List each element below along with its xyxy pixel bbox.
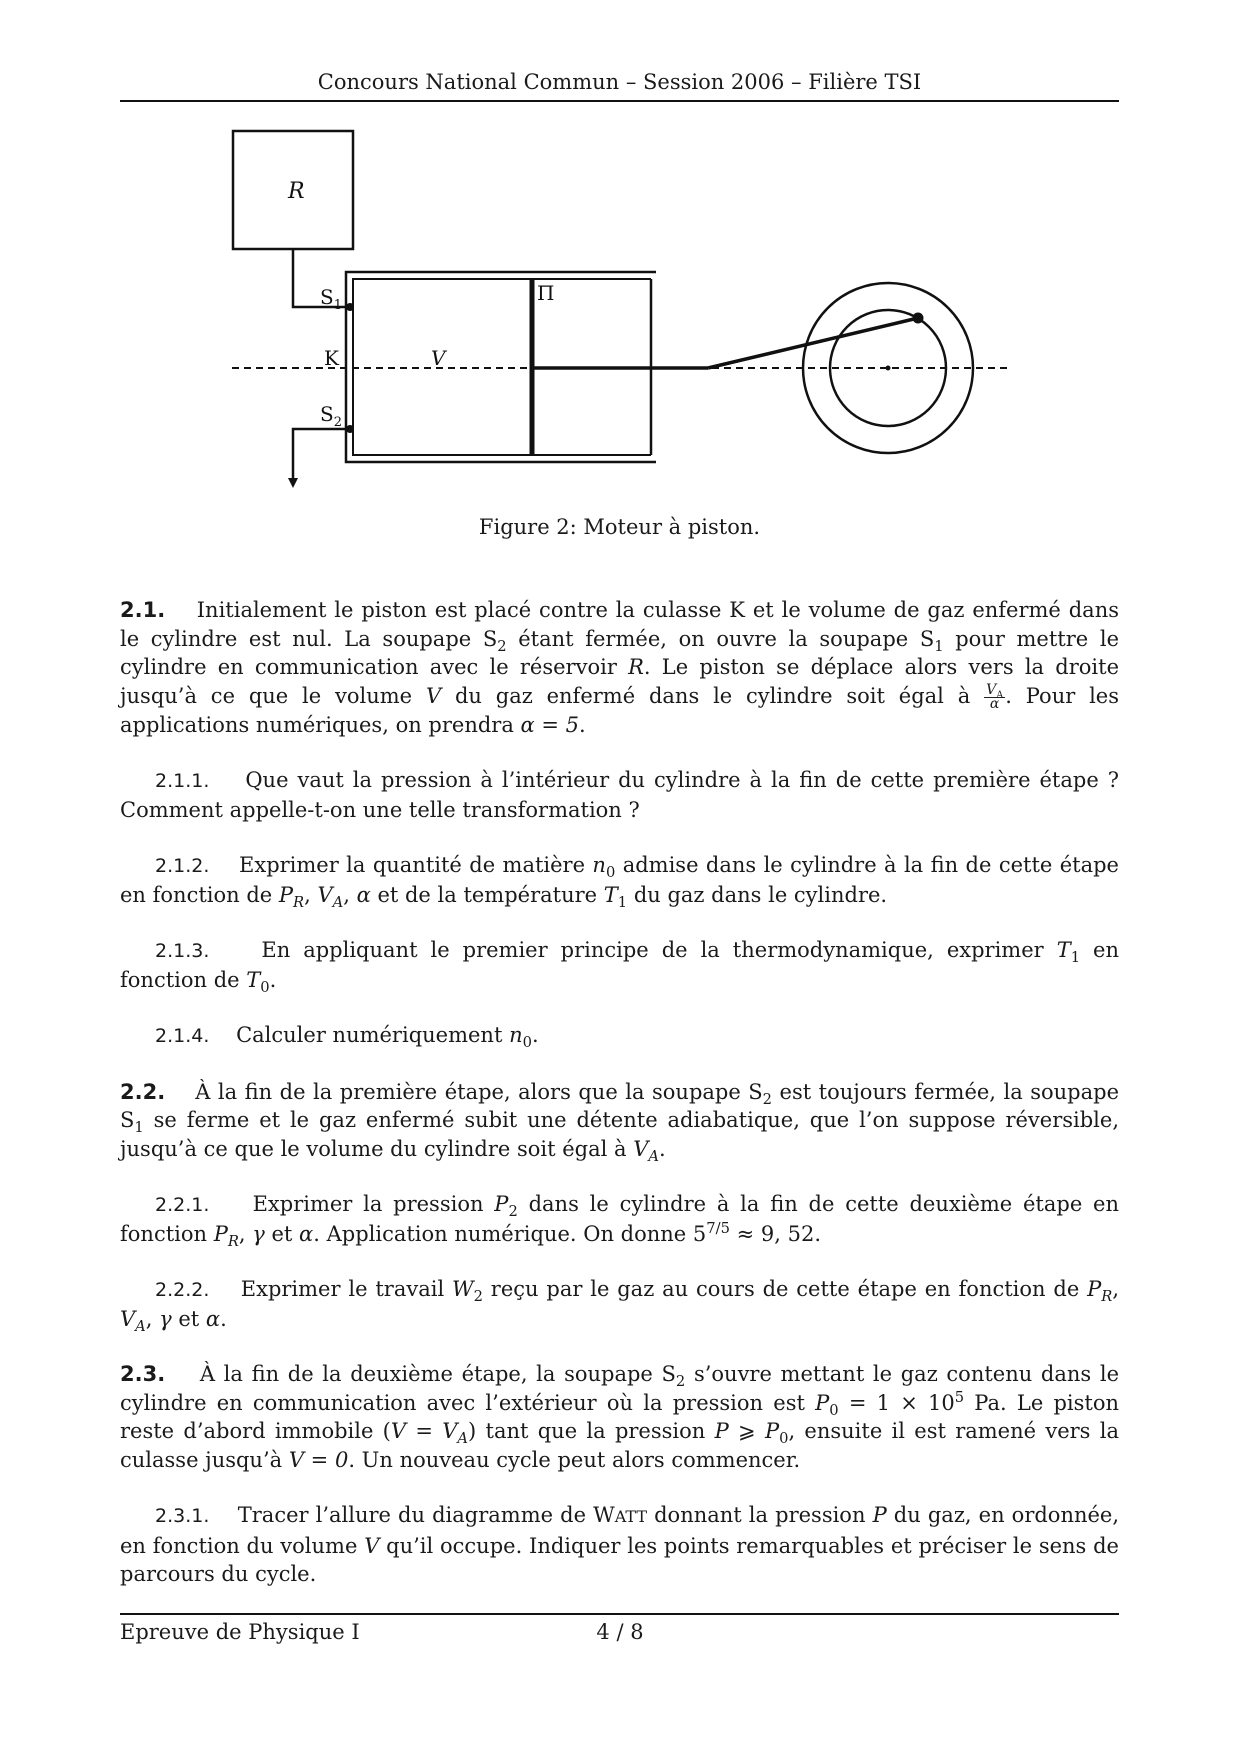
- outlet-pipe: [293, 429, 350, 480]
- section-number: 2.1.3.: [155, 940, 210, 962]
- reservoir-label: R: [288, 179, 305, 204]
- crank-pin: [913, 313, 924, 324]
- section-number: 2.1.2.: [155, 855, 210, 877]
- outlet-arrow-head: [288, 478, 298, 488]
- section-number: 2.1.4.: [155, 1025, 210, 1047]
- page-content: [120, 596, 1119, 1616]
- section-number: 2.3.: [120, 1362, 166, 1386]
- section-2-1: 2.1. Initialement le piston est placé contre la culasse K et le volume de gaz enfermé dans le cylindre est nul. La soupape $S_2$ étant fermée, on ouvre la soupape $S_1$ pour mettre le cylindre en communication avec le réservoir R. Le piston se déplace alors vers la droite jusqu’à ce que le volume V du gaz enfermé dans le cylindre soit égal à $\frac{V_A}{\alpha}$ . Pour les applications numériques, on prendra α = 5.: [120, 598, 1120, 737]
- section-2-1-2: 2.1.2. Exprimer la quantité de matière $n_0$ admise dans le cylindre à la fin de cette étape en fonction de $P_R$, $V_A$, α et de la température $T_1$ du gaz dans le cylindre.: [120, 853, 1119, 911]
- wheel-center: [886, 366, 891, 371]
- section-2-2: 2.2. À la fin de la première étape, alors que la soupape $S_2$ est toujours fermée, la soupape $S_1$ se ferme et le gaz enfermé subit une détente adiabatique, que l’on suppose réversible, jusqu’à ce que le volume du cylindre soit égal à $V_A$.: [120, 1079, 1119, 1165]
- section-number: 2.1.1.: [155, 770, 210, 792]
- valve-s1: [346, 303, 354, 311]
- footer-rule: [120, 1613, 1119, 1615]
- section-2-3-1: 2.3.1. Tracer l’allure du diagramme de WATT donnant la pression P du gaz, en ordonnée, en fonction du volume V qu’il occupe. Indiquer les points remarquables et préciser le sens de parcours du cycle.: [120, 1503, 1120, 1586]
- label-k: K: [324, 346, 339, 370]
- section-number: 2.1.: [120, 598, 166, 622]
- label-s1: $S_1$: [320, 285, 342, 313]
- label-v: V: [431, 346, 446, 370]
- figure-caption: Figure 2: Moteur à piston.: [478, 515, 761, 539]
- piston-engine-diagram: [0, 0, 1240, 500]
- section-2-3: 2.3. À la fin de la deuxième étape, la soupape $S_2$ s’ouvre mettant le gaz contenu dans le cylindre en communication avec l’extérieur où la pression est $P_0 = 1 \times 10^5$ Pa. Le piston reste d’abord immobile $(V = V_A)$ tant que la pression P ⩾ $P_0$, ensuite il est ramené vers la culasse jusqu’à V = 0. Un nouveau cycle peut alors commencer.: [120, 1362, 1119, 1472]
- label-s2: $S_2$: [320, 402, 342, 430]
- section-2-2-2: 2.2.2. Exprimer le travail $W_2$ reçu par le gaz au cours de cette étape en fonction de $P_R$, $V_A$, γ et α.: [120, 1277, 1120, 1335]
- fraction-va-alpha: $\frac{V_A}{\alpha}$: [986, 681, 1004, 712]
- section-2-1-1: 2.1.1. Que vaut la pression à l’intérieur du cylindre à la fin de cette première étape ? Comment appelle-t-on une telle transformation ?: [120, 768, 1119, 822]
- page-header: Concours National Commun – Session 2006 – Filière TSI: [317, 70, 922, 94]
- section-number: 2.2.2.: [155, 1279, 210, 1301]
- section-2-1-4: 2.1.4. Calculer numériquement $n_0$.: [155, 1023, 539, 1052]
- section-number: 2.2.1.: [155, 1194, 210, 1216]
- page-number: 4 / 8: [596, 1620, 644, 1644]
- label-pi: Π: [537, 281, 555, 305]
- section-number: 2.2.: [120, 1079, 166, 1104]
- valve-s2: [346, 425, 354, 433]
- section-number: 2.3.1.: [155, 1505, 210, 1527]
- footer-exam-title: Epreuve de Physique I: [120, 1620, 360, 1644]
- section-2-2-1: 2.2.1. Exprimer la pression $P_2$ dans le cylindre à la fin de cette deuxième étape en fonction $P_R$, γ et α. Application numérique. On donne $5^{7/5} \approx 9$, 52.: [120, 1192, 1120, 1250]
- section-2-1-3: 2.1.3. En appliquant le premier principe de la thermodynamique, exprimer $T_1$ en fonction de $T_0$.: [120, 938, 1120, 996]
